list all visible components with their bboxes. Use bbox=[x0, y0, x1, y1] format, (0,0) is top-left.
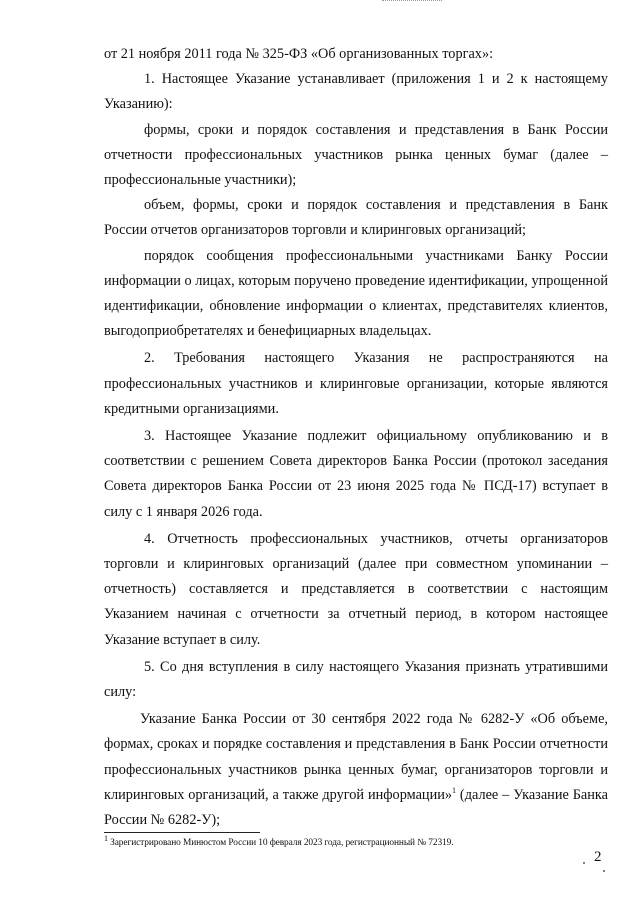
paragraph-5a-text: Указание Банка России от 30 сентября 2022 года № 6282-У «Об объеме, формах, сроках и порядке составления и представления в Банк России отчетности профессиональных участников рынка ценных бумаг, организаторов торговли и клиринговых организаций, а также другой информации» bbox=[104, 711, 608, 803]
body-text bbox=[104, 42, 608, 833]
footnote-ref: 1 bbox=[452, 786, 457, 796]
paragraph-5: 5. Со дня вступления в силу настоящего Указания признать утратившими силу: bbox=[104, 658, 608, 701]
paragraph-2: 2. Требования настоящего Указания не распространяются на профессиональных участников и клиринговые организации, которые являются кредитными организациями. bbox=[104, 350, 608, 417]
intro-line: от 21 ноября 2011 года № 325-ФЗ «Об организованных торгах»: bbox=[104, 46, 494, 62]
page-number: 2 bbox=[594, 849, 602, 865]
scan-mark bbox=[382, 0, 442, 3]
footnote-divider bbox=[104, 832, 260, 833]
paragraph-4: 4. Отчетность профессиональных участников, отчеты организаторов торговли и клиринговых организаций (далее при совместном упоминании – отчетность) составляется и представляется в соответствии с настоящим Указанием начиная с отчетности за отчетный период, в котором настоящее Указание вступает в силу. bbox=[104, 530, 608, 648]
paragraph-3: 3. Настоящее Указание подлежит официальному опубликованию и в соответствии с решением Совета директоров Банка России (протокол заседания Совета директоров Банка России от 23 июня 2025 года № ПСД-17) вступает в силу с 1 января 2026 года. bbox=[104, 428, 608, 520]
paragraph-5a-tail: (далее – Указание Банка России № 6282-У); bbox=[104, 786, 608, 829]
paragraph-1b: объем, формы, сроки и порядок составления и представления в Банк России отчетов организаторов торговли и клиринговых организаций; bbox=[104, 197, 608, 239]
paragraph-1: 1. Настоящее Указание устанавливает (приложения 1 и 2 к настоящему Указанию): bbox=[104, 71, 608, 113]
paragraph-5a bbox=[104, 707, 608, 833]
footnote-marker: 1 bbox=[104, 833, 108, 843]
paragraph-1c: порядок сообщения профессиональными участниками Банку России информации о лицах, которым поручено проведение идентификации, упрощенной идентификации, обновление информации о клиентах, представителях клиентов, выгодоприобретателях и бенефициарных владельцах. bbox=[104, 247, 608, 340]
scan-speck bbox=[603, 870, 605, 872]
footnote bbox=[104, 833, 604, 849]
footnote-text: Зарегистрировано Минюстом России 10 февраля 2023 года, регистрационный № 72319. bbox=[107, 838, 454, 848]
paragraph-1a: формы, сроки и порядок составления и представления в Банк России отчетности профессиональных участников рынка ценных бумаг (далее – профессиональные участники); bbox=[104, 121, 608, 189]
scan-speck bbox=[583, 862, 585, 864]
